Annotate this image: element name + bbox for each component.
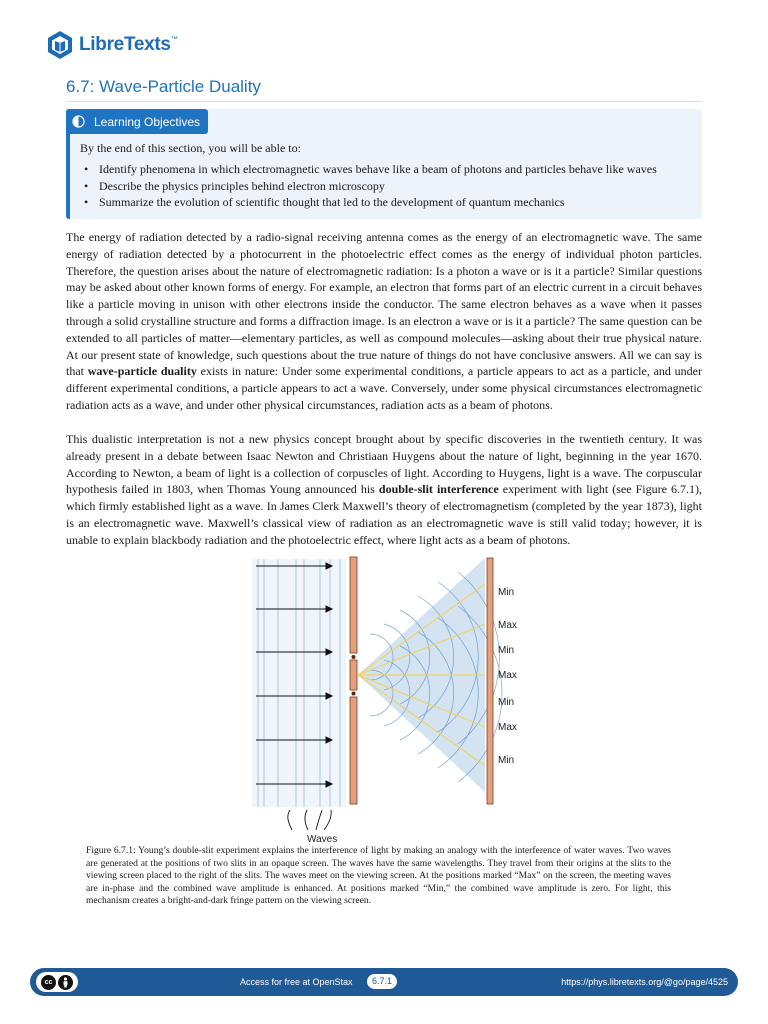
learning-objectives-heading: Learning Objectives <box>94 114 201 129</box>
viewing-screen <box>487 558 493 804</box>
page-title: 6.7: Wave-Particle Duality <box>66 77 261 96</box>
waves-pointer-arrows <box>288 810 331 830</box>
license-badge[interactable] <box>36 972 78 992</box>
half-circle-icon <box>72 115 85 128</box>
term-wave-particle-duality: wave-particle duality <box>87 364 197 379</box>
body-paragraph-1: The energy of radiation detected by a radio-signal receiving antenna comes as the energy of an electromagnetic wave. The same energy of radiation detected by a photocurrent in the photoelectric effect comes as the energy of individual photon particles. Therefore, the question arises about the nature of electromagnetic radiation: Is a photon a wave or is it a particle? Similar questions may be asked about other known forms of energy. For example, an electron that forms part of an electric current in a circuit behaves like a particle moving in unison with other electrons inside the conductor. The same electron behaves as a wave when it passes through a solid crystalline structure and forms a diffraction image. Is an electron a wave or is it a particle? The same question can be extended to all particles of matter—elementary particles, as well as compound molecules—asking about their true physical nature. At our present state of knowledge, such questions about the true nature of things do not have conclusive answers. All we can say is that wave-particle duality exists in nature: Under some experimental conditions, a particle appears to act as a particle, and under different experimental conditions, a particle appears to act a wave. Conversely, under some physical circumstances electromagnetic radiation acts as a wave, and under other physical circumstances, radiation acts as a beam of photons. <box>66 230 702 412</box>
page-url-link[interactable]: https://phys.libretexts.org/@go/page/4525 <box>561 977 728 987</box>
fringe-label: Max <box>498 620 517 631</box>
libretexts-logo-icon <box>45 30 75 60</box>
objective-item: • Summarize the evolution of scientific thought that led to the development of quantum mechanics <box>82 194 657 211</box>
figure-caption: Figure 6.7.1: Young’s double-slit experiment explains the interference of light by making an analogy with the interference of water waves. Two waves are generated at the positions of two slits in an opaque screen. The waves have the same wavelengths. They travel from their origins at the slits to the viewing screen placed to the right of the slits. The waves meet on the viewing screen. At the positions marked “Max” on the screen, the meeting waves are in-phase and the combined wave amplitude is enhanced. At positions marked “Min,” the combined wave amplitude is zero. For light, this mechanism creates a bright-and-dark fringe pattern on the viewing screen. <box>86 845 671 907</box>
fringe-label: Min <box>498 587 515 598</box>
objectives-intro: By the end of this section, you will be able to: <box>80 141 301 155</box>
objective-item: • Describe the physics principles behind electron microscopy <box>82 178 657 195</box>
title-divider <box>66 101 702 102</box>
opaque-screen-upper <box>350 557 357 653</box>
slit-lower <box>352 692 356 696</box>
learning-objectives-box <box>66 109 702 219</box>
fringe-label: Min <box>498 697 515 708</box>
opaque-screen-middle <box>350 660 357 690</box>
fringe-label: Min <box>498 645 515 656</box>
fringe-label: Max <box>498 670 517 681</box>
slit-upper <box>352 655 356 659</box>
fringe-label: Max <box>498 722 517 733</box>
opaque-screen-lower <box>350 697 357 804</box>
person-icon <box>61 977 70 988</box>
openstax-access-link[interactable]: Access for free at OpenStax <box>240 977 353 987</box>
cc-license-icon: cc <box>41 975 56 990</box>
term-double-slit-interference: double-slit interference <box>378 482 499 497</box>
brand-name: LibreTexts™ <box>79 34 178 55</box>
objective-item: • Identify phenomena in which electromagnetic waves behave like a beam of photons and particles behave like waves <box>82 161 657 178</box>
body-paragraph-2: This dualistic interpretation is not a new physics concept brought about by specific discoveries in the twentieth century. It was already present in a debate between Isaac Newton and Christiaan Huygens about the nature of light, beginning in the year 1670. According to Newton, a beam of light is a collection of corpuscles of light. According to Huygens, light is a wave. The corpuscular hypothesis failed in 1803, when Thomas Young announced his double-slit interference experiment with light (see Figure 6.7.1), which firmly established light as a wave. In James Clerk Maxwell’s theory of electromagnetism (completed by the year 1873), light is an electromagnetic wave. Maxwell’s classical view of radiation as an electromagnetic wave is still valid today; however, it is unable to explain blackbody radiation and the photoelectric effect, where light acts as a beam of photons. <box>66 432 702 547</box>
double-slit-figure <box>252 554 517 845</box>
page-number-badge: 6.7.1 <box>367 974 397 989</box>
waves-label: Waves <box>307 834 338 845</box>
objectives-list <box>82 161 657 211</box>
learning-objectives-header <box>66 109 208 134</box>
attribution-icon <box>58 975 73 990</box>
libretexts-logo[interactable] <box>45 27 177 63</box>
fringe-label: Min <box>498 755 515 766</box>
page-footer <box>30 968 738 996</box>
